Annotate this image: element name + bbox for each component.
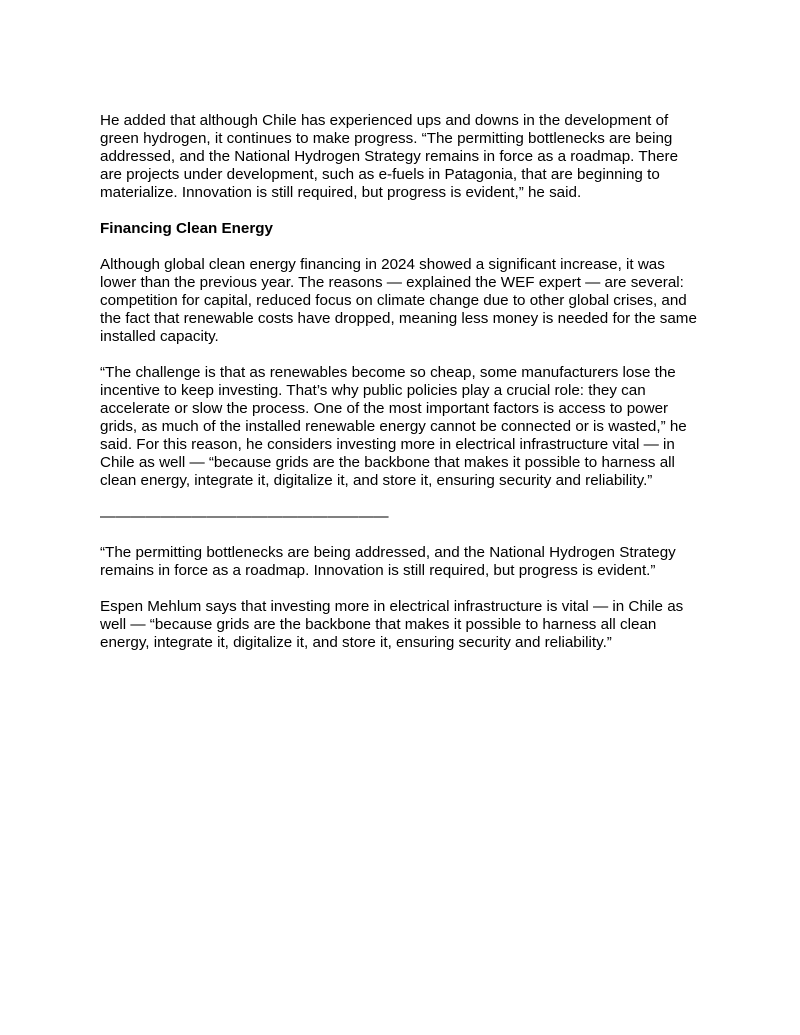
document-body — [100, 112, 700, 670]
paragraph-financing: Although global clean energy financing in 2024 showed a significant increase, it was lower than the previous year. The reasons — explained the WEF expert — are several: competition for capital, reduced focus on climate change due to other global crises, and the fact that renewable costs have dropped, meaning less money is needed for the same installed capacity. — [100, 256, 697, 345]
pull-quote-grids: Espen Mehlum says that investing more in electrical infrastructure is vital — in Chile as well — “because grids are the backbone that makes it possible to harness all clean energy, integrate it, digitalize it, and store it, ensuring security and reliability.” — [100, 598, 684, 651]
paragraph-challenge: “The challenge is that as renewables become so cheap, some manufacturers lose the incentive to keep investing. That’s why public policies play a crucial role: they can accelerate or slow the process. One of the most important factors is access to power grids, as much of the installed renewable energy cannot be connected or is wasted,” he said. For this reason, he considers investing more in electrical infrastructure vital — in Chile as well — “because grids are the backbone that makes it possible to harness all clean energy, integrate it, digitalize it, and store it, ensuring security and reliability.” — [100, 364, 687, 489]
divider-line: ——————————————————— — [100, 508, 389, 525]
pull-quote-hydrogen: “The permitting bottlenecks are being addressed, and the National Hydrogen Strategy remains in force as a roadmap. Innovation is still required, but progress is evident.” — [100, 544, 676, 579]
paragraph-green-hydrogen: He added that although Chile has experienced ups and downs in the development of green hydrogen, it continues to make progress. “The permitting bottlenecks are being addressed, and the National Hydrogen Strategy remains in force as a roadmap. There are projects under development, such as e-fuels in Patagonia, that are beginning to materialize. Innovation is still required, but progress is evident,” he said. — [100, 112, 679, 201]
section-heading: Financing Clean Energy — [100, 220, 274, 237]
